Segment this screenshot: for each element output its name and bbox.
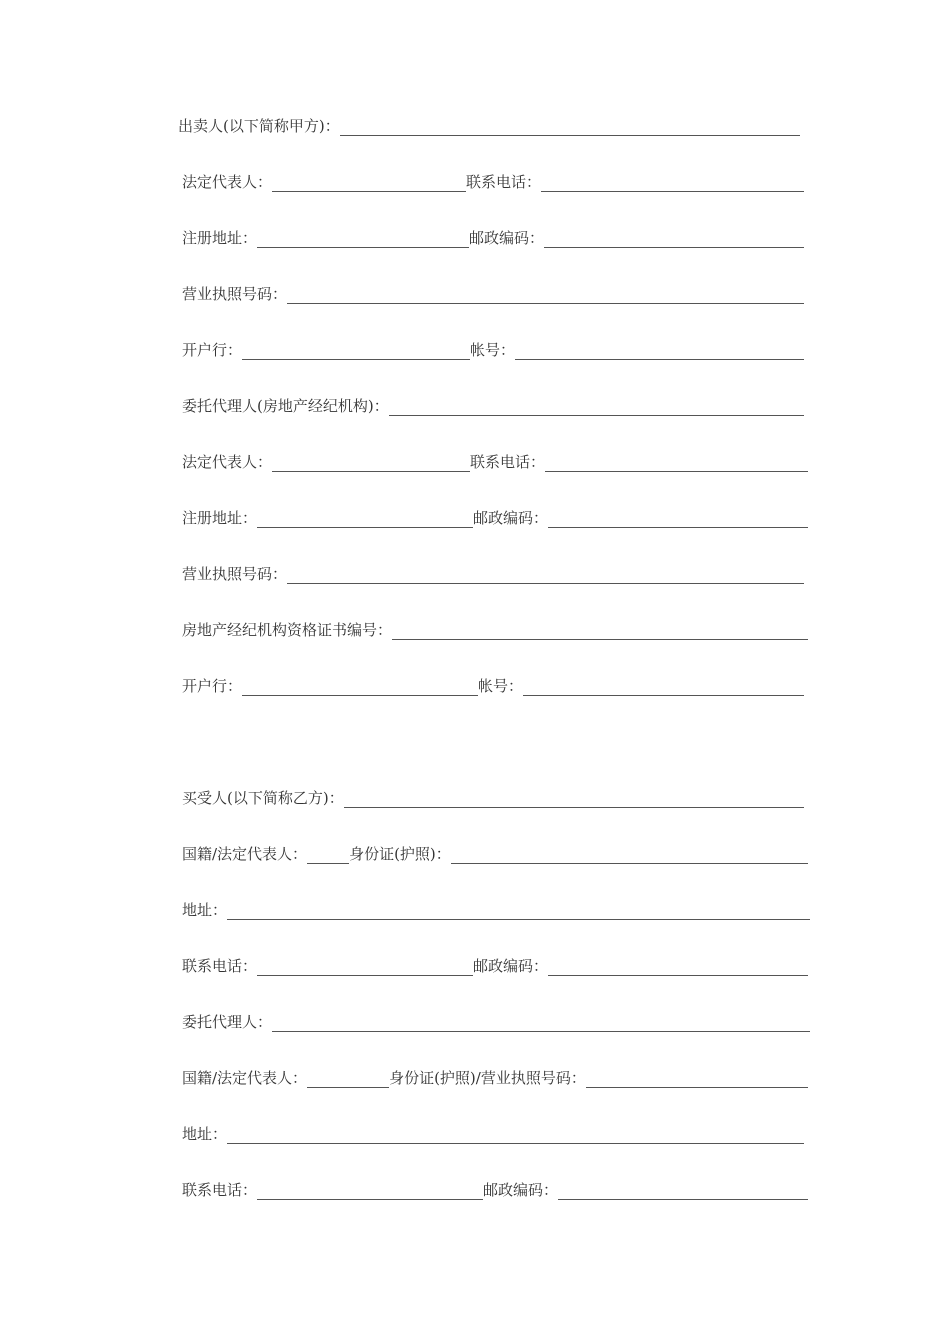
- buyer-proxy-address-blank[interactable]: [227, 1125, 804, 1144]
- buyer-nationality-blank[interactable]: [307, 845, 349, 864]
- buyer-phone-row: [182, 952, 808, 976]
- seller-postcode-label: 邮政编码：: [469, 229, 545, 247]
- agent-bank-label: 开户行：: [182, 677, 243, 695]
- seller-phone-label: 联系电话：: [466, 173, 542, 191]
- buyer-proxy-postcode-label: 邮政编码：: [483, 1181, 559, 1199]
- agent-account-label: 帐号：: [478, 677, 524, 695]
- buyer-proxy-label: 委托代理人：: [182, 1013, 273, 1031]
- buyer-proxy-phone-row: [182, 1176, 808, 1200]
- buyer-proxy-id-blank[interactable]: [586, 1069, 808, 1088]
- seller-license-label: 营业执照号码：: [182, 285, 288, 303]
- buyer-name-label: 买受人(以下简称乙方)：: [182, 789, 344, 807]
- seller-reg-address-label: 注册地址：: [182, 229, 258, 247]
- buyer-proxy-address-row: [182, 1120, 804, 1144]
- buyer-proxy-id-label: 身份证(护照)/营业执照号码：: [389, 1069, 586, 1087]
- seller-license-blank[interactable]: [287, 285, 804, 304]
- buyer-proxy-postcode-blank[interactable]: [558, 1181, 808, 1200]
- buyer-id-label: 身份证(护照)：: [349, 845, 451, 863]
- buyer-proxy-address-label: 地址：: [182, 1125, 228, 1143]
- agent-legal-rep-blank[interactable]: [272, 453, 470, 472]
- seller-license-row: [182, 280, 804, 304]
- buyer-address-blank[interactable]: [227, 901, 810, 920]
- buyer-name-blank[interactable]: [344, 789, 804, 808]
- seller-legal-rep-label: 法定代表人：: [182, 173, 273, 191]
- agent-name-row: [182, 392, 804, 416]
- seller-account-label: 帐号：: [470, 341, 516, 359]
- buyer-proxy-nationality-row: [182, 1064, 808, 1088]
- buyer-phone-blank[interactable]: [257, 957, 473, 976]
- agent-postcode-label: 邮政编码：: [473, 509, 549, 527]
- agent-name-blank[interactable]: [389, 397, 804, 416]
- buyer-postcode-label: 邮政编码：: [473, 957, 549, 975]
- agent-reg-address-blank[interactable]: [257, 509, 473, 528]
- agent-cert-row: [182, 616, 808, 640]
- agent-license-blank[interactable]: [287, 565, 804, 584]
- agent-cert-blank[interactable]: [392, 621, 808, 640]
- seller-bank-label: 开户行：: [182, 341, 243, 359]
- agent-bank-row: [182, 672, 804, 696]
- buyer-proxy-phone-blank[interactable]: [257, 1181, 483, 1200]
- buyer-id-blank[interactable]: [451, 845, 808, 864]
- buyer-phone-label: 联系电话：: [182, 957, 258, 975]
- agent-cert-label: 房地产经纪机构资格证书编号：: [182, 621, 393, 639]
- buyer-proxy-blank[interactable]: [272, 1013, 810, 1032]
- buyer-proxy-nationality-blank[interactable]: [307, 1069, 389, 1088]
- agent-reg-address-label: 注册地址：: [182, 509, 258, 527]
- seller-name-blank[interactable]: [340, 117, 800, 136]
- seller-account-blank[interactable]: [515, 341, 804, 360]
- buyer-nationality-label: 国籍/法定代表人：: [182, 845, 308, 863]
- agent-phone-label: 联系电话：: [470, 453, 546, 471]
- agent-account-blank[interactable]: [523, 677, 804, 696]
- seller-legal-rep-blank[interactable]: [272, 173, 466, 192]
- buyer-address-label: 地址：: [182, 901, 228, 919]
- seller-reg-address-blank[interactable]: [257, 229, 469, 248]
- seller-name-label: 出卖人(以下简称甲方)：: [178, 117, 340, 135]
- seller-legal-rep-row: [182, 168, 804, 192]
- buyer-proxy-row: [182, 1008, 810, 1032]
- seller-bank-row: [182, 336, 804, 360]
- seller-name-row: [178, 112, 800, 136]
- agent-postcode-blank[interactable]: [548, 509, 808, 528]
- buyer-proxy-nationality-label: 国籍/法定代表人：: [182, 1069, 308, 1087]
- agent-reg-address-row: [182, 504, 808, 528]
- seller-bank-blank[interactable]: [242, 341, 470, 360]
- agent-legal-rep-row: [182, 448, 808, 472]
- buyer-nationality-row: [182, 840, 808, 864]
- agent-phone-blank[interactable]: [545, 453, 808, 472]
- seller-postcode-blank[interactable]: [544, 229, 804, 248]
- buyer-name-row: [182, 784, 804, 808]
- seller-reg-address-row: [182, 224, 804, 248]
- agent-name-label: 委托代理人(房地产经纪机构)：: [182, 397, 389, 415]
- agent-license-row: [182, 560, 804, 584]
- agent-bank-blank[interactable]: [242, 677, 478, 696]
- buyer-postcode-blank[interactable]: [548, 957, 808, 976]
- agent-license-label: 营业执照号码：: [182, 565, 288, 583]
- buyer-proxy-phone-label: 联系电话：: [182, 1181, 258, 1199]
- agent-legal-rep-label: 法定代表人：: [182, 453, 273, 471]
- seller-phone-blank[interactable]: [541, 173, 804, 192]
- buyer-address-row: [182, 896, 810, 920]
